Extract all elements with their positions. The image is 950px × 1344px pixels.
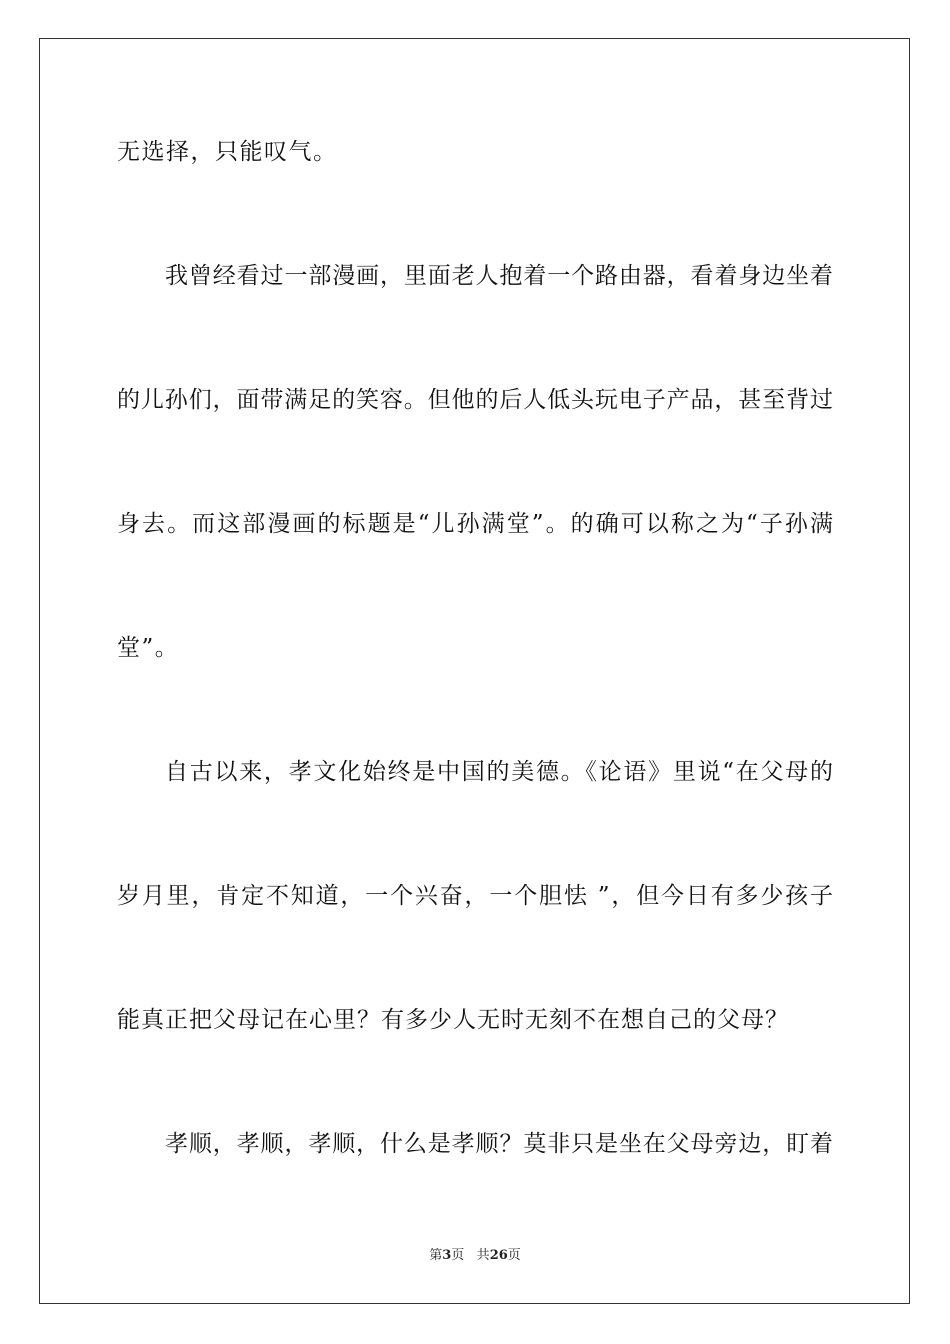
page-footer	[0, 1247, 950, 1265]
text-line-4: 身去。而这部漫画的标题是“儿孙满堂”。的确可以称之为“子孙满	[117, 511, 833, 537]
text-line-5: 堂”。	[117, 635, 180, 661]
footer-total-pages: 26	[489, 1248, 508, 1263]
text-line-8: 能真正把父母记在心里？有多少人无时无刻不在想自己的父母？	[117, 1007, 789, 1033]
text-line-6: 自古以来，孝文化始终是中国的美德。《论语》里说“在父母的	[165, 759, 833, 785]
text-line-1: 无选择，只能叹气。	[117, 139, 338, 165]
footer-page-suffix: 页	[451, 1248, 465, 1263]
footer-page-number: 3	[442, 1248, 452, 1263]
text-line-7: 岁月里，肯定不知道，一个兴奋，一个胆怯 ”，但今日有多少孩子	[117, 883, 833, 909]
text-line-2: 我曾经看过一部漫画，里面老人抱着一个路由器，看着身边坐着	[165, 263, 833, 289]
footer-page-prefix: 第	[429, 1248, 443, 1263]
page-border	[39, 38, 910, 1304]
footer-total-prefix: 共	[476, 1248, 490, 1263]
text-line-9: 孝顺，孝顺，孝顺，什么是孝顺？莫非只是坐在父母旁边，盯着	[165, 1131, 833, 1157]
footer-total-suffix: 页	[507, 1248, 521, 1263]
text-line-3: 的儿孙们，面带满足的笑容。但他的后人低头玩电子产品，甚至背过	[117, 387, 833, 413]
